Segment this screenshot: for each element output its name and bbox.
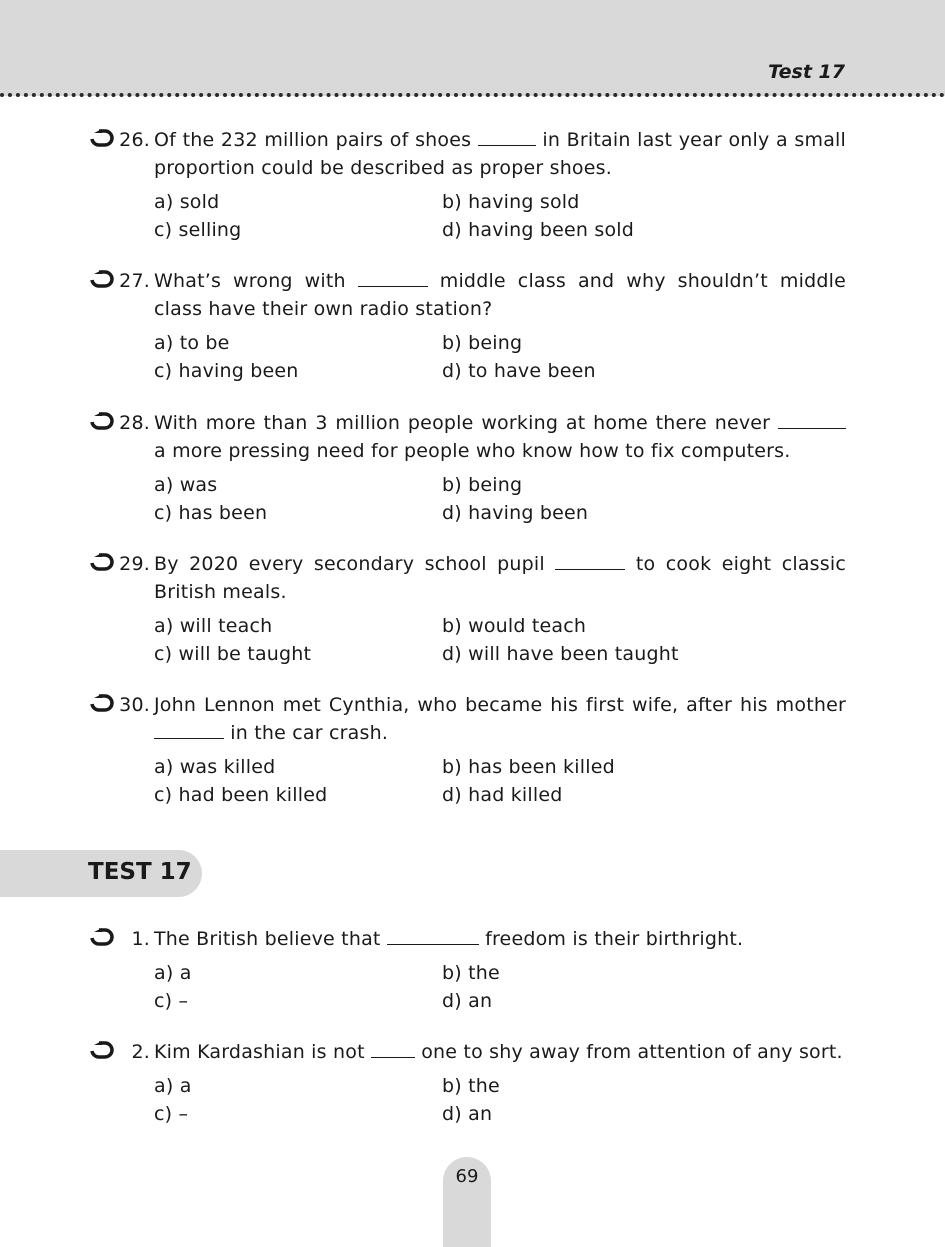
option-d: d) had killed	[442, 784, 563, 806]
option-c: c) had been killed	[154, 784, 328, 806]
question-number: 29.	[119, 553, 150, 575]
section-title: TEST 17	[88, 859, 192, 885]
answer-blank	[555, 551, 625, 570]
option-d: d) to have been	[442, 360, 596, 382]
question-text: What’s wrong with middle class and why shouldn’t middle class have their own radio station?	[154, 270, 846, 320]
question-text: Kim Kardashian is not one to shy away from attention of any sort.	[154, 1041, 843, 1063]
answer-blank	[387, 926, 479, 945]
option-d: d) an	[442, 1103, 493, 1125]
option-a: a) will teach	[154, 615, 273, 637]
option-c: c) selling	[154, 219, 242, 241]
option-b: b) being	[442, 474, 523, 496]
option-b: b) being	[442, 332, 523, 354]
option-a: a) a	[154, 1075, 192, 1097]
option-c: c) has been	[154, 502, 268, 524]
answer-blank	[371, 1039, 415, 1058]
option-a: a) sold	[154, 191, 220, 213]
question-number: 30.	[119, 694, 150, 716]
option-d: d) an	[442, 990, 493, 1012]
question-number: 2.	[131, 1041, 150, 1063]
option-b: b) the	[442, 1075, 500, 1097]
option-a: a) a	[154, 962, 192, 984]
option-c: c) –	[154, 1103, 189, 1125]
option-b: b) would teach	[442, 615, 587, 637]
question-number: 1.	[131, 928, 150, 950]
option-d: d) having been	[442, 502, 589, 524]
option-a: a) was	[154, 474, 218, 496]
answer-blank	[778, 410, 846, 429]
answer-blank	[154, 720, 224, 739]
option-a: a) was killed	[154, 756, 276, 778]
header-dotted-divider	[0, 93, 945, 97]
option-a: a) to be	[154, 332, 230, 354]
option-b: b) having sold	[442, 191, 580, 213]
question-text: With more than 3 million people working at home there never a more pressing need for people who know how to fix computers.	[154, 409, 846, 465]
running-header-title: Test 17	[768, 61, 845, 83]
option-c: c) will be taught	[154, 643, 312, 665]
answer-blank	[478, 127, 536, 146]
question-number: 27.	[119, 270, 150, 292]
option-b: b) has been killed	[442, 756, 615, 778]
question-text: By 2020 every secondary school pupil to cook eight classic British meals.	[154, 553, 846, 603]
option-d: d) will have been taught	[442, 643, 679, 665]
option-b: b) the	[442, 962, 500, 984]
question-text: The British believe that freedom is their birthright.	[154, 928, 744, 950]
question-text: John Lennon met Cynthia, who became his first wife, after his mother in the car crash.	[154, 694, 846, 744]
option-d: d) having been sold	[442, 219, 635, 241]
question-text: Of the 232 million pairs of shoes in Britain last year only a small proportion could be described as proper shoes.	[154, 129, 847, 179]
question-number: 26.	[119, 129, 150, 151]
option-c: c) –	[154, 990, 189, 1012]
answer-blank	[358, 268, 428, 287]
option-c: c) having been	[154, 360, 299, 382]
page-number: 69	[455, 1166, 479, 1187]
question-number: 28.	[119, 412, 150, 434]
